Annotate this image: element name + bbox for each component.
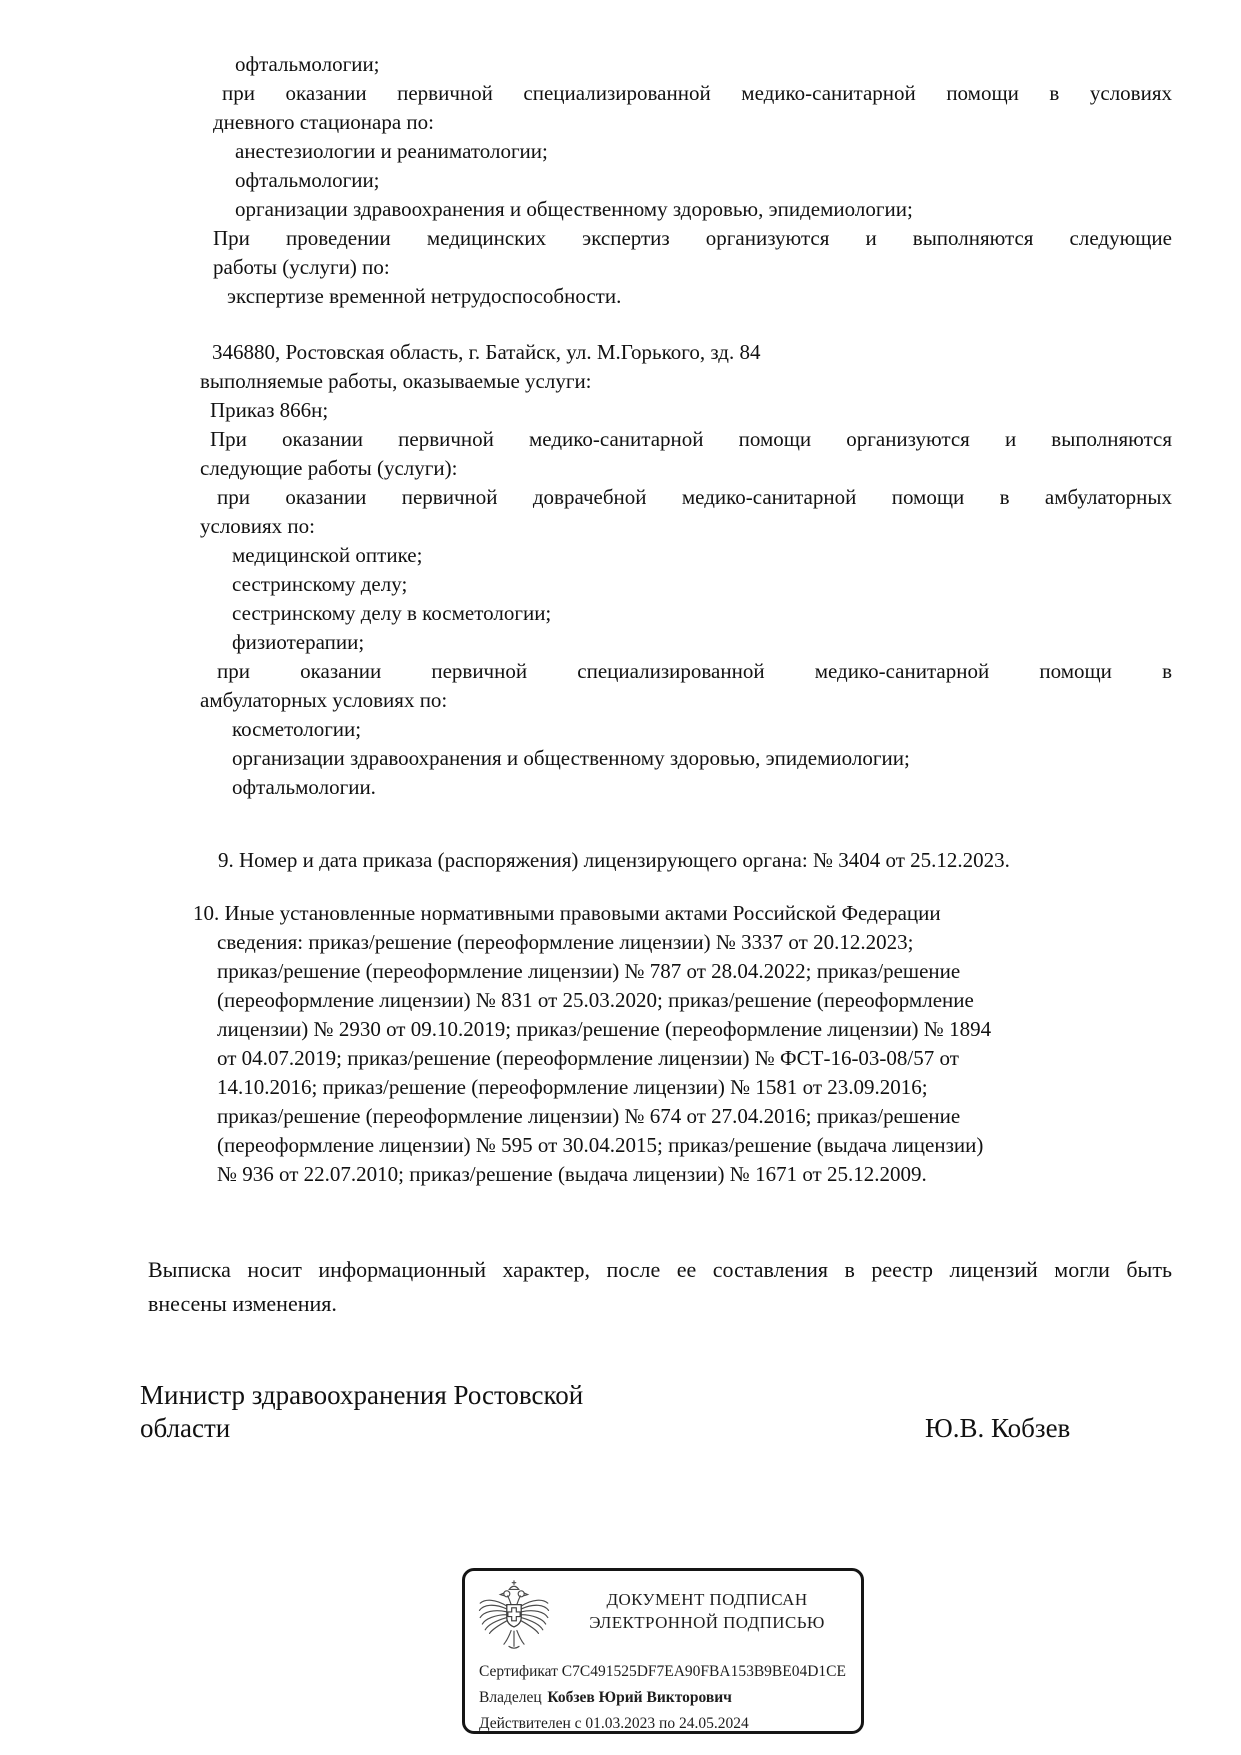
certificate-line: Сертификат C7C491525DF7EA90FBA153B9BE04D1CE bbox=[479, 1663, 846, 1680]
owner-name: Кобзев Юрий Викторович bbox=[547, 1689, 732, 1706]
license-works-continuation-block bbox=[0, 50, 1241, 311]
text-line: организации здравоохранения и общественному здоровью, эпидемиологии; bbox=[232, 746, 910, 770]
stamp-title bbox=[559, 1588, 855, 1634]
text-line: приказ/решение (переоформление лицензии) № 787 от 28.04.2022; приказ/решение bbox=[217, 959, 961, 983]
text-line: сведения: приказ/решение (переоформление лицензии) № 3337 от 20.12.2023; bbox=[217, 930, 914, 954]
text-line: При проведении медицинских экспертиз организуются и выполняются следующие bbox=[213, 226, 1172, 250]
validity-line: Действителен с 01.03.2023 по 24.05.2024 bbox=[479, 1715, 749, 1732]
signatory-title-line2: области bbox=[140, 1413, 231, 1443]
text-line: физиотерапии; bbox=[232, 630, 365, 654]
text-line: следующие работы (услуги): bbox=[200, 456, 458, 480]
text-line: дневного стационара по: bbox=[213, 110, 434, 134]
stamp-info bbox=[479, 1659, 846, 1737]
text-line: от 04.07.2019; приказ/решение (переоформление лицензии) № ФСТ-16-03-08/57 от bbox=[217, 1046, 959, 1070]
text-line: офтальмологии; bbox=[235, 52, 380, 76]
signature-stamp bbox=[462, 1568, 864, 1734]
text-line: (переоформление лицензии) № 595 от 30.04.2015; приказ/решение (выдача лицензии) bbox=[217, 1133, 984, 1157]
signatory-name: Ю.В. Кобзев bbox=[925, 1413, 1071, 1443]
text-line: Выписка носит информационный характер, после ее составления в реестр лицензий могли быть bbox=[148, 1257, 1172, 1282]
owner-label: Владелец bbox=[479, 1689, 542, 1706]
stamp-title-line1: ДОКУМЕНТ ПОДПИСАН bbox=[606, 1590, 808, 1609]
text-line: организации здравоохранения и общественному здоровью, эпидемиологии; bbox=[235, 197, 913, 221]
text-line: сестринскому делу; bbox=[232, 572, 408, 596]
text-line: 9. Номер и дата приказа (распоряжения) лицензирующего органа: № 3404 от 25.12.2023. bbox=[218, 848, 1010, 872]
text-line: при оказании первичной специализированной медико-санитарной помощи в bbox=[217, 659, 1172, 683]
text-line: экспертизе временной нетрудоспособности. bbox=[227, 284, 622, 308]
text-line: косметологии; bbox=[232, 717, 362, 741]
text-line: При оказании первичной медико-санитарной помощи организуются и выполняются bbox=[210, 427, 1172, 451]
text-line: при оказании первичной доврачебной медико-санитарной помощи в амбулаторных bbox=[217, 485, 1172, 509]
text-line: офтальмологии; bbox=[235, 168, 380, 192]
text-line: офтальмологии. bbox=[232, 775, 376, 799]
text-line: (переоформление лицензии) № 831 от 25.03.2020; приказ/решение (переоформление bbox=[217, 988, 974, 1012]
owner-line bbox=[479, 1685, 846, 1711]
text-line: анестезиологии и реаниматологии; bbox=[235, 139, 548, 163]
text-line: приказ/решение (переоформление лицензии) № 674 от 27.04.2016; приказ/решение bbox=[217, 1104, 961, 1128]
text-line: сестринскому делу в косметологии; bbox=[232, 601, 552, 625]
text-line: 10. Иные установленные нормативными правовыми актами Российской Федерации bbox=[193, 901, 941, 925]
text-line: 346880, Ростовская область, г. Батайск, ул. М.Горького, зд. 84 bbox=[212, 340, 761, 364]
text-line: № 936 от 22.07.2010; приказ/решение (выдача лицензии) № 1671 от 25.12.2009. bbox=[217, 1162, 927, 1186]
roszdravnadzor-eagle-icon bbox=[478, 1579, 550, 1659]
disclaimer-block bbox=[0, 1253, 1241, 1321]
text-line: внесены изменения. bbox=[148, 1291, 337, 1316]
other-info-block bbox=[0, 899, 1241, 1189]
text-line: работы (услуги) по: bbox=[213, 255, 390, 279]
text-line: 14.10.2016; приказ/решение (переоформление лицензии) № 1581 от 23.09.2016; bbox=[217, 1075, 928, 1099]
text-line: при оказании первичной специализированной медико-санитарной помощи в условиях bbox=[222, 81, 1172, 105]
text-line: Приказ 866н; bbox=[210, 398, 329, 422]
text-line: амбулаторных условиях по: bbox=[200, 688, 448, 712]
stamp-title-line2: ЭЛЕКТРОННОЙ ПОДПИСЬЮ bbox=[589, 1613, 825, 1632]
text-line: выполняемые работы, оказываемые услуги: bbox=[200, 369, 592, 393]
text-line: лицензии) № 2930 от 09.10.2019; приказ/решение (переоформление лицензии) № 1894 bbox=[217, 1017, 992, 1041]
text-line: условиях по: bbox=[200, 514, 315, 538]
text-line: медицинской оптике; bbox=[232, 543, 423, 567]
signatory-title-line1: Министр здравоохранения Ростовской bbox=[140, 1380, 584, 1410]
order-number-line bbox=[0, 846, 1241, 875]
address-and-services-block bbox=[0, 338, 1241, 802]
